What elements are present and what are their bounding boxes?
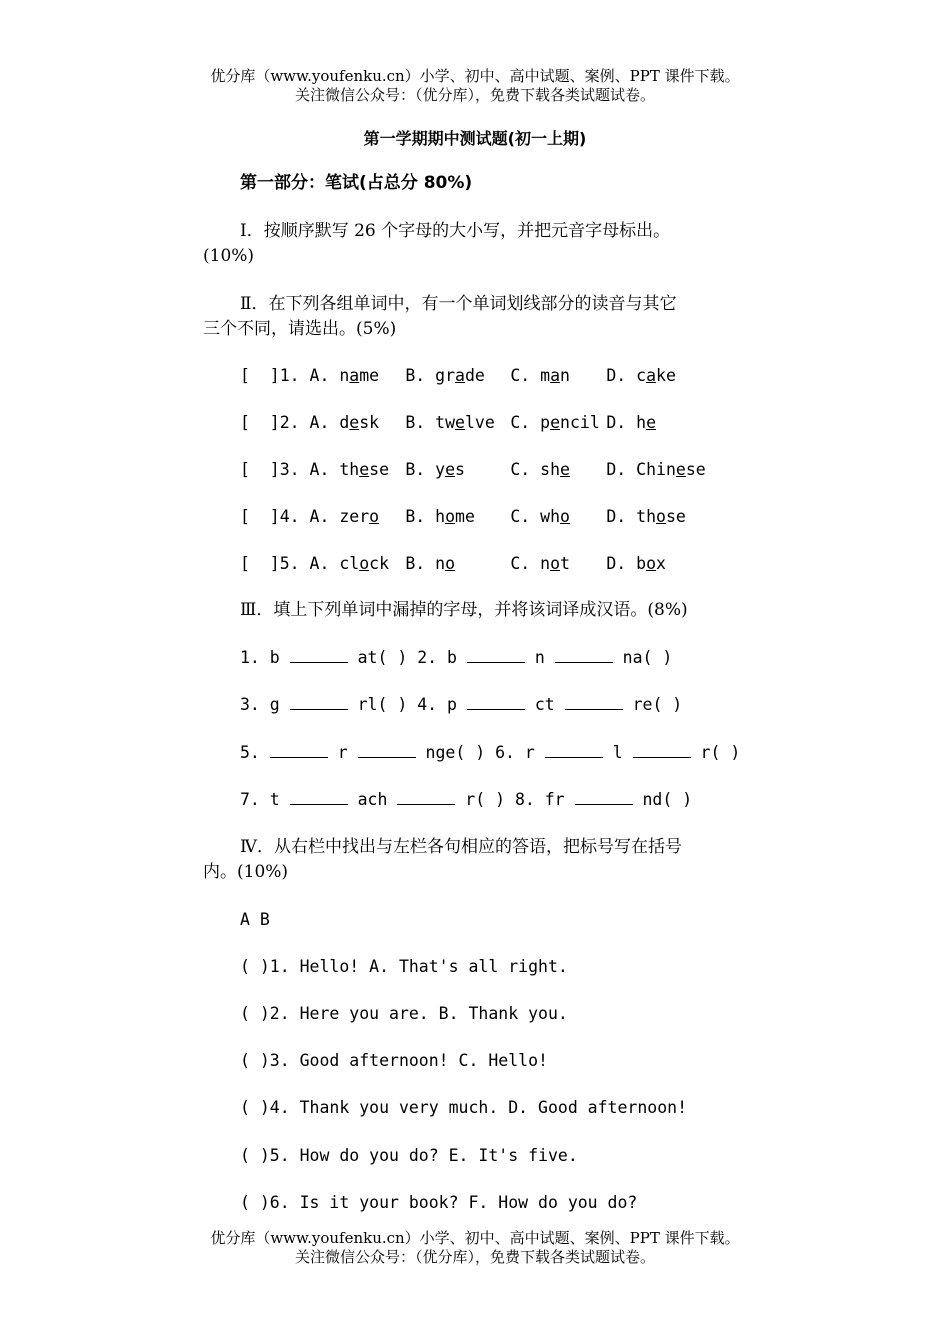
- question-number: [ ]3. A.: [240, 460, 340, 479]
- underlined-letter: o: [359, 554, 370, 573]
- part-heading: 第一部分：笔试(占总分 80%): [240, 173, 473, 193]
- section-2-instructions: [203, 292, 748, 342]
- fill-in-row: [240, 790, 692, 809]
- option-a: [339, 554, 405, 573]
- option-b: [405, 413, 510, 432]
- option-a: [339, 460, 405, 479]
- word-part: ke: [656, 366, 676, 385]
- word-part: m: [540, 366, 551, 385]
- option-d: [606, 366, 676, 385]
- header-line-2: 关注微信公众号：（优分库），免费下载各类试题试卷。: [294, 86, 655, 104]
- word-fragment: r: [327, 743, 358, 762]
- option-b: [405, 554, 510, 573]
- underlined-letter: e: [560, 460, 570, 479]
- word-fragment: nge( ) 6. r: [415, 743, 545, 762]
- word-part: th: [636, 507, 657, 526]
- underlined-letter: o: [445, 554, 456, 573]
- matching-row: ( )4. Thank you very much. D. Good afternoon!: [240, 1098, 688, 1117]
- blank-line: [358, 744, 416, 758]
- section-1-line-1: Ⅰ．按顺序默写 26 个字母的大小写，并把元音字母标出。: [240, 221, 671, 241]
- section-4-line-1: Ⅳ．从右栏中找出与左栏各句相应的答语，把标号写在括号: [240, 837, 682, 857]
- word-fragment: 3. g: [240, 695, 290, 714]
- option-label: B.: [405, 413, 436, 432]
- word-part: gr: [435, 366, 456, 385]
- phonetic-question: [240, 366, 676, 385]
- question-number: [ ]1. A.: [240, 366, 340, 385]
- word-part: sk: [359, 413, 380, 432]
- word-part: s: [455, 460, 465, 479]
- header-line-1: 优分库（www.youfenku.cn）小学、初中、高中试题、案例、PPT 课件下载。: [210, 67, 740, 85]
- option-label: D.: [606, 554, 637, 573]
- option-label: B.: [405, 554, 436, 573]
- option-b: [405, 366, 510, 385]
- question-number: [ ]5. A.: [240, 554, 340, 573]
- word-fragment: r( ): [690, 743, 741, 762]
- word-part: h: [435, 507, 446, 526]
- word-part: t: [560, 554, 570, 573]
- word-fragment: na( ): [612, 648, 673, 667]
- word-fragment: nd( ): [632, 790, 693, 809]
- word-part: n: [560, 366, 570, 385]
- section-3-instructions: Ⅲ．填上下列单词中漏掉的字母，并将该词译成汉语。(8%): [240, 600, 688, 620]
- underlined-letter: o: [560, 507, 570, 526]
- option-c: [510, 554, 606, 573]
- section-4-instructions: [203, 835, 748, 885]
- word-part: ck: [369, 554, 390, 573]
- blank-line: [575, 791, 633, 805]
- word-part: n: [339, 366, 350, 385]
- word-part: se: [369, 460, 390, 479]
- option-label: C.: [510, 366, 541, 385]
- option-label: C.: [510, 507, 541, 526]
- word-part: zer: [339, 507, 370, 526]
- underlined-letter: o: [369, 507, 380, 526]
- underlined-letter: e: [349, 413, 360, 432]
- underlined-letter: a: [550, 366, 561, 385]
- question-number: [ ]4. A.: [240, 507, 340, 526]
- option-label: D.: [606, 460, 637, 479]
- word-part: sh: [540, 460, 561, 479]
- section-2-line-1: Ⅱ．在下列各组单词中，有一个单词划线部分的读音与其它: [240, 294, 677, 314]
- blank-line: [290, 649, 348, 663]
- option-label: B.: [405, 366, 436, 385]
- word-part: b: [636, 554, 647, 573]
- blank-line: [290, 791, 348, 805]
- word-fragment: rl( ) 4. p: [347, 695, 467, 714]
- phonetic-question: [240, 413, 656, 432]
- matching-row: ( )5. How do you do? E. It's five.: [240, 1146, 578, 1165]
- matching-row: ( )2. Here you are. B. Thank you.: [240, 1004, 568, 1023]
- option-d: [606, 507, 686, 526]
- option-d: [606, 554, 666, 573]
- blank-line: [270, 744, 328, 758]
- phonetic-question: [240, 460, 706, 479]
- word-part: wh: [540, 507, 561, 526]
- blank-line: [290, 696, 348, 710]
- option-c: [510, 366, 606, 385]
- matching-row: ( )6. Is it your book? F. How do you do?: [240, 1193, 638, 1212]
- word-fragment: l: [602, 743, 633, 762]
- word-part: th: [339, 460, 360, 479]
- section-4-line-2: 内。(10%): [203, 862, 289, 882]
- underlined-letter: e: [455, 413, 465, 432]
- blank-line: [467, 696, 525, 710]
- fill-in-row: [240, 743, 740, 762]
- underlined-letter: e: [550, 413, 561, 432]
- underlined-letter: o: [550, 554, 561, 573]
- word-part: n: [540, 554, 551, 573]
- word-part: d: [339, 413, 350, 432]
- option-label: C.: [510, 554, 541, 573]
- word-fragment: at( ) 2. b: [347, 648, 467, 667]
- blank-line: [545, 744, 603, 758]
- underlined-letter: e: [359, 460, 370, 479]
- fill-in-row: [240, 648, 672, 667]
- option-c: [510, 413, 606, 432]
- underlined-letter: o: [656, 507, 666, 526]
- page-header: [0, 67, 950, 105]
- option-b: [405, 460, 510, 479]
- option-label: D.: [606, 507, 637, 526]
- option-d: [606, 413, 656, 432]
- blank-line: [633, 744, 691, 758]
- blank-line: [555, 649, 613, 663]
- word-fragment: 5.: [240, 743, 270, 762]
- option-a: [339, 413, 405, 432]
- underlined-letter: e: [445, 460, 456, 479]
- word-part: x: [656, 554, 666, 573]
- option-d: [606, 460, 705, 479]
- word-part: de: [464, 366, 485, 385]
- matching-row: ( )1. Hello! A. That's all right.: [240, 957, 568, 976]
- underlined-letter: e: [675, 460, 686, 479]
- word-fragment: ach: [347, 790, 398, 809]
- underlined-letter: a: [349, 366, 360, 385]
- word-part: c: [636, 366, 647, 385]
- option-label: C.: [510, 413, 541, 432]
- word-part: n: [435, 554, 446, 573]
- phonetic-question: [240, 507, 686, 526]
- option-c: [510, 507, 606, 526]
- underlined-letter: o: [646, 554, 657, 573]
- question-number: [ ]2. A.: [240, 413, 340, 432]
- section-4-column-labels: A B: [240, 910, 270, 929]
- word-fragment: ct: [524, 695, 565, 714]
- blank-line: [467, 649, 525, 663]
- word-fragment: n: [524, 648, 555, 667]
- word-fragment: 7. t: [240, 790, 290, 809]
- option-label: C.: [510, 460, 541, 479]
- word-part: p: [540, 413, 551, 432]
- footer-line-2: 关注微信公众号：（优分库），免费下载各类试题试卷。: [294, 1248, 655, 1266]
- word-fragment: re( ): [622, 695, 683, 714]
- section-2-line-2: 三个不同，请选出。(5%): [203, 319, 397, 339]
- word-part: se: [665, 507, 686, 526]
- matching-row: ( )3. Good afternoon! C. Hello!: [240, 1051, 548, 1070]
- phonetic-question: [240, 554, 666, 573]
- word-part: me: [359, 366, 380, 385]
- section-1-instructions: [203, 219, 748, 269]
- blank-line: [397, 791, 455, 805]
- underlined-letter: o: [445, 507, 456, 526]
- fill-in-row: [240, 695, 682, 714]
- section-1-line-2: (10%): [203, 246, 255, 266]
- word-fragment: 1. b: [240, 648, 290, 667]
- word-part: cl: [339, 554, 360, 573]
- option-a: [339, 366, 405, 385]
- option-c: [510, 460, 606, 479]
- option-label: B.: [405, 507, 436, 526]
- word-part: tw: [435, 413, 456, 432]
- blank-line: [565, 696, 623, 710]
- exam-title: 第一学期期中测试题(初一上期): [363, 129, 587, 148]
- underlined-letter: e: [646, 413, 657, 432]
- word-part: me: [455, 507, 475, 526]
- word-part: ncil: [560, 413, 600, 432]
- underlined-letter: a: [455, 366, 465, 385]
- word-part: se: [685, 460, 706, 479]
- word-part: lve: [464, 413, 495, 432]
- option-label: D.: [606, 366, 637, 385]
- footer-line-1: 优分库（www.youfenku.cn）小学、初中、高中试题、案例、PPT 课件下载。: [210, 1229, 740, 1247]
- option-label: D.: [606, 413, 637, 432]
- word-part: h: [636, 413, 647, 432]
- word-part: y: [435, 460, 446, 479]
- word-fragment: r( ) 8. fr: [455, 790, 575, 809]
- word-part: Chin: [636, 460, 676, 479]
- option-b: [405, 507, 510, 526]
- underlined-letter: a: [646, 366, 657, 385]
- option-a: [339, 507, 405, 526]
- page-footer: [0, 1229, 950, 1267]
- option-label: B.: [405, 460, 436, 479]
